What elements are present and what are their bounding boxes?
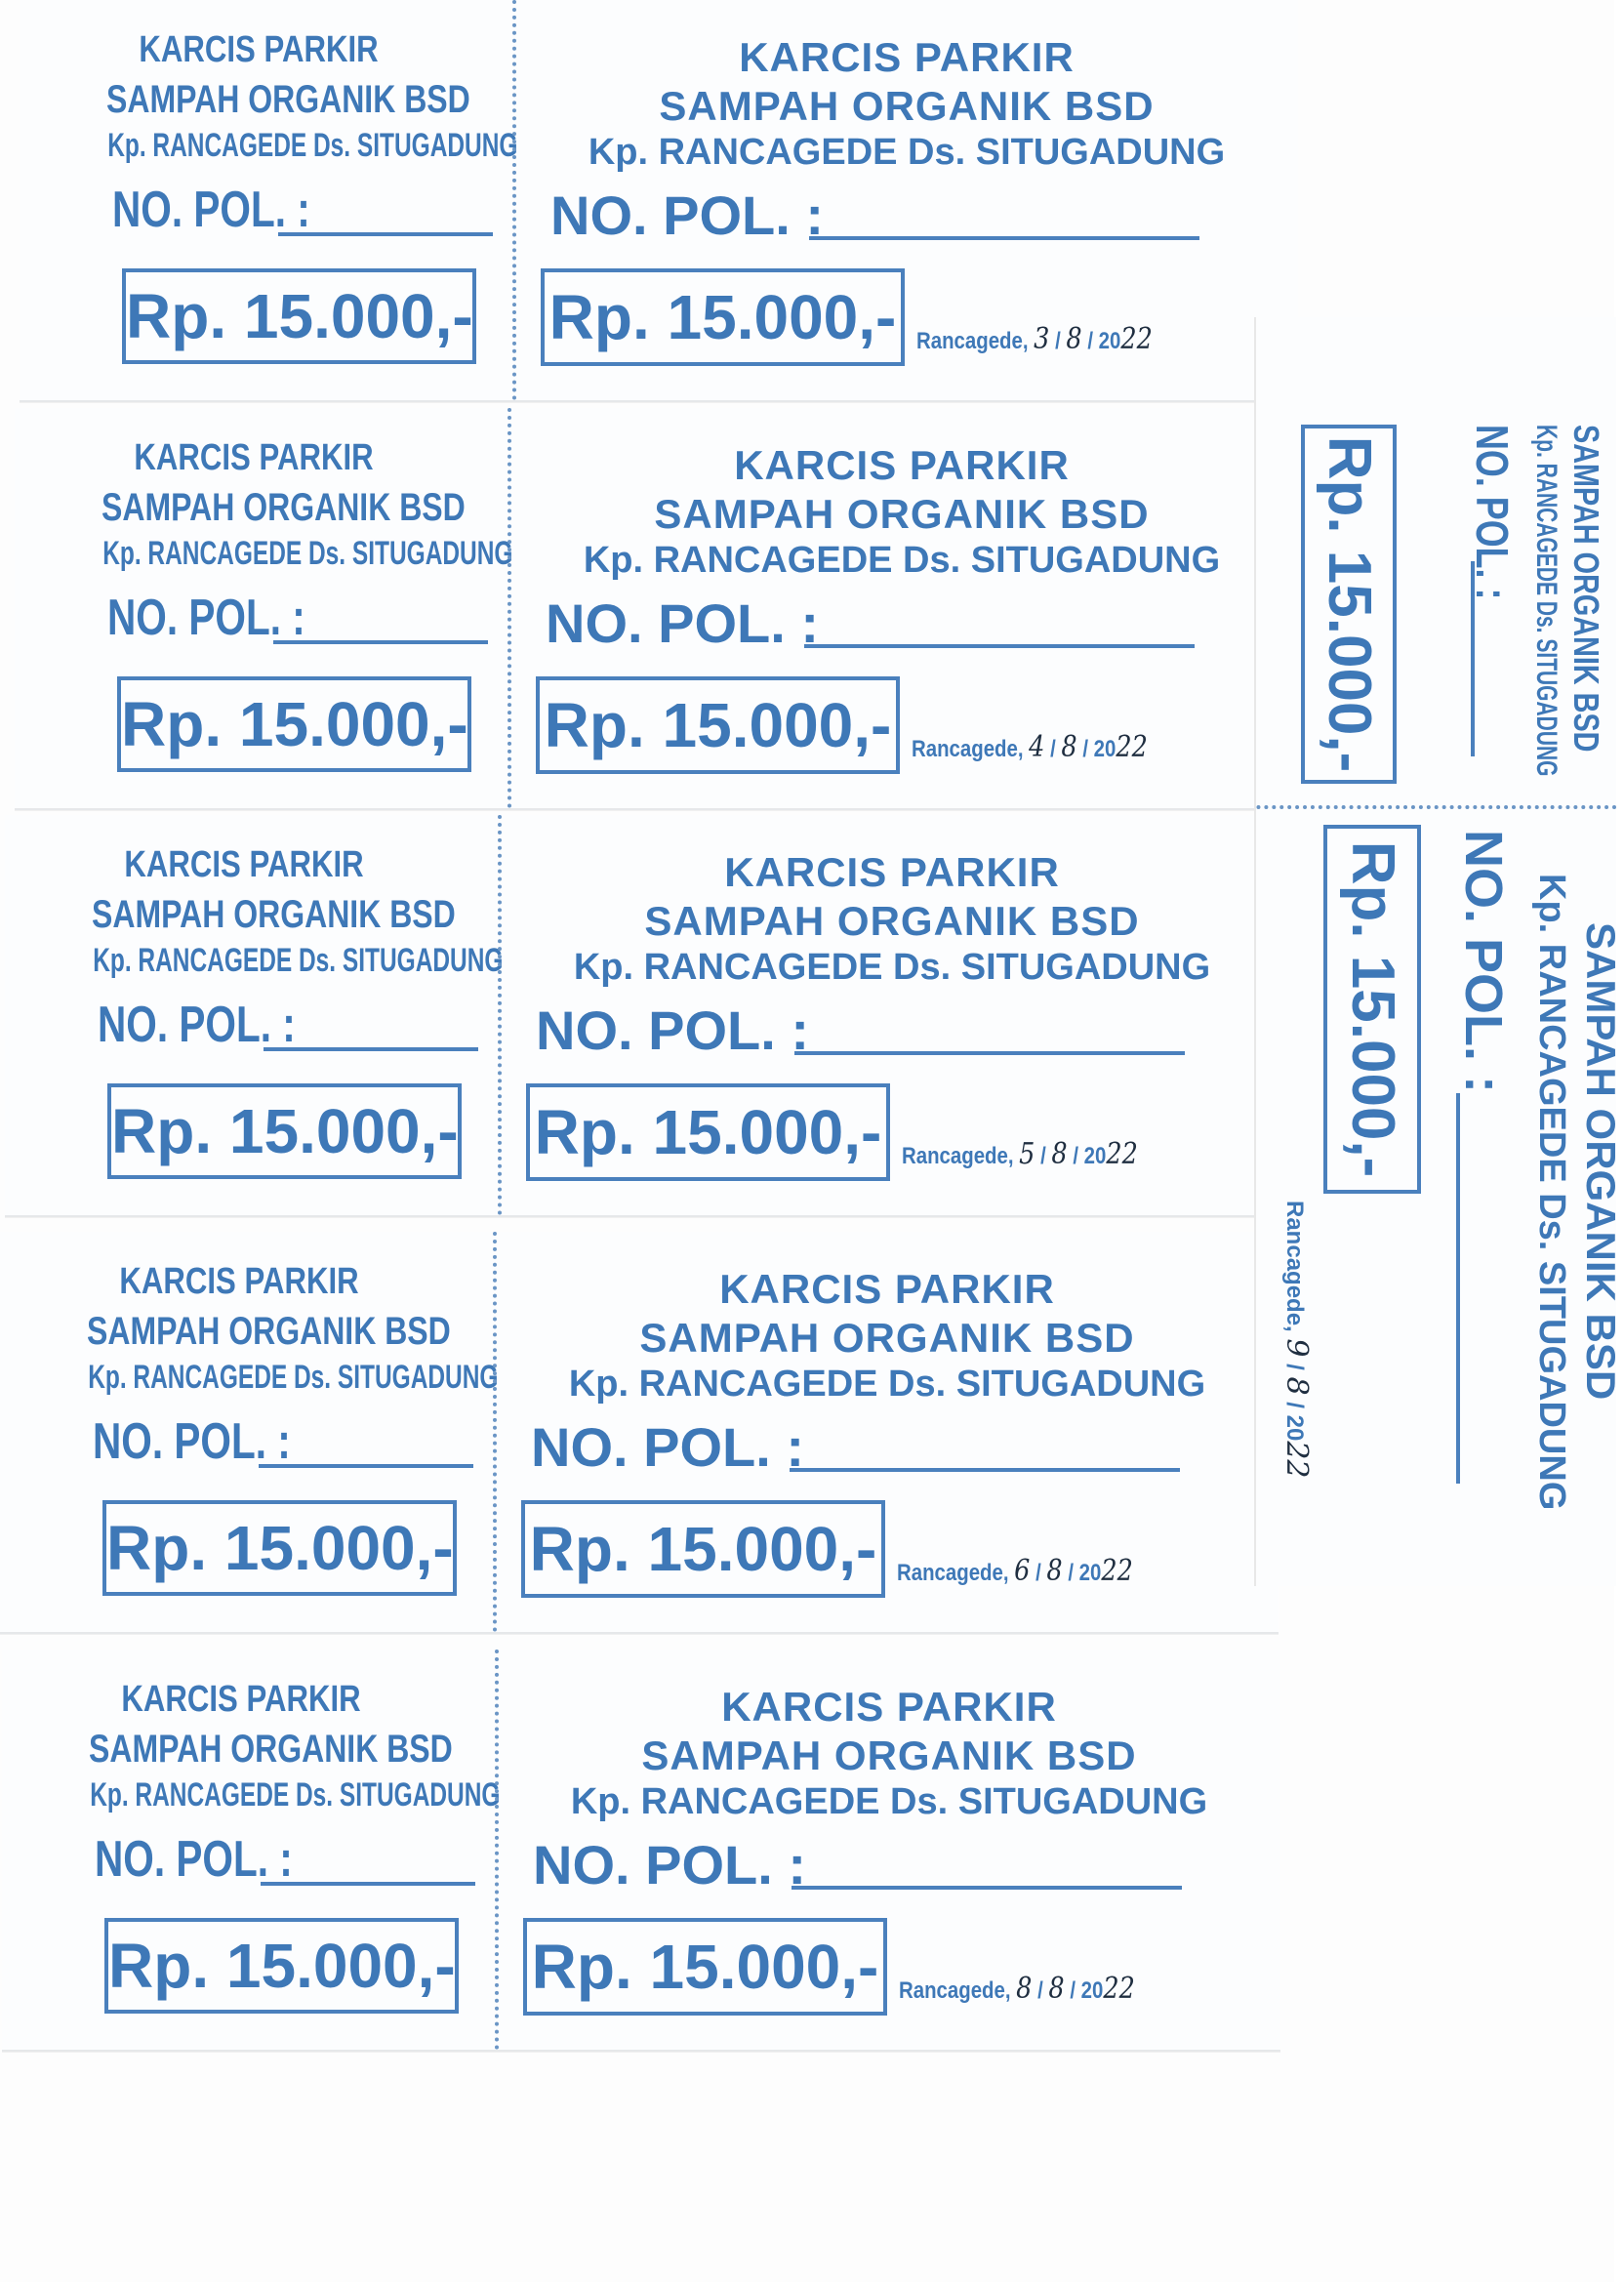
stub-org: SAMPAH ORGANIK BSD: [102, 486, 466, 529]
stub-price: Rp. 15.000,-: [117, 676, 471, 772]
handwritten-year: 22: [1101, 1554, 1133, 1588]
stub-address: Kp. RANCAGEDE Ds. SITUGADUNG: [102, 535, 513, 572]
stub-pol-blank: [273, 640, 488, 644]
ticket-date: Rancagede, 8 / 8 / 2022: [899, 1972, 1135, 2006]
ticket-date: Rancagede, 3 / 8 / 2022: [916, 322, 1153, 356]
ticket-main: [512, 0, 1302, 400]
rot-stub-price: Rp. 15.000,-: [1301, 425, 1397, 784]
ticket-main: [495, 1650, 1284, 2050]
handwritten-day: 4: [1029, 730, 1045, 764]
parking-ticket: [5, 815, 1283, 1217]
stub-address: Kp. RANCAGEDE Ds. SITUGADUNG: [93, 942, 504, 979]
stub-price: Rp. 15.000,-: [104, 1918, 459, 2014]
rot-main-org: SAMPAH ORGANIK BSD: [1578, 922, 1624, 1401]
main-price: Rp. 15.000,-: [521, 1500, 885, 1598]
stub-pol-label: NO. POL. :: [98, 997, 296, 1053]
handwritten-month: 8: [1046, 1554, 1063, 1588]
stub-org: SAMPAH ORGANIK BSD: [87, 1310, 451, 1353]
parking-ticket: [20, 0, 1298, 402]
main-pol-blank: [790, 1468, 1180, 1472]
handwritten-day: 3: [1034, 322, 1050, 356]
main-pol-blank: [804, 644, 1195, 648]
main-pol-label: NO. POL. :: [531, 1416, 804, 1478]
handwritten-year: 22: [1103, 1972, 1135, 2006]
rot-main-pol-label: NO. POL. :: [1454, 830, 1513, 1093]
stub-pol-blank: [259, 1464, 473, 1468]
handwritten-month: 8: [1279, 1376, 1314, 1396]
stub-address: Kp. RANCAGEDE Ds. SITUGADUNG: [107, 127, 518, 164]
ticket-stub: [20, 0, 518, 400]
handwritten-year: 22: [1106, 1137, 1138, 1171]
rotated-ticket-content: [1256, 317, 1624, 1537]
stub-address: Kp. RANCAGEDE Ds. SITUGADUNG: [90, 1776, 501, 1813]
main-price: Rp. 15.000,-: [536, 676, 900, 774]
rot-stub-address: Kp. RANCAGEDE Ds. SITUGADUNG: [1530, 425, 1563, 777]
main-pol-label: NO. POL. :: [546, 592, 819, 654]
rot-ticket-date: Rancagede, 9 / 8 / 2022: [1279, 1201, 1314, 1479]
main-org: SAMPAH ORGANIK BSD: [659, 83, 1155, 129]
handwritten-month: 8: [1061, 730, 1077, 764]
stub-pol-label: NO. POL. :: [107, 590, 305, 646]
ticket-stub: [15, 408, 513, 808]
stub-pol-label: NO. POL. :: [93, 1413, 291, 1470]
stub-pol-blank: [264, 1047, 478, 1051]
ticket-date: Rancagede, 5 / 8 / 2022: [902, 1137, 1138, 1171]
stub-pol-blank: [278, 232, 493, 236]
stub-title: KARCIS PARKIR: [134, 437, 374, 478]
ticket-stub: [0, 1232, 499, 1632]
stub-org: SAMPAH ORGANIK BSD: [89, 1728, 453, 1771]
parking-ticket: [2, 1650, 1280, 2052]
handwritten-month: 8: [1066, 322, 1082, 356]
main-title: KARCIS PARKIR: [719, 1266, 1055, 1312]
ticket-stub: [5, 815, 504, 1215]
stub-pol-label: NO. POL. :: [112, 182, 310, 238]
main-address: Kp. RANCAGEDE Ds. SITUGADUNG: [573, 947, 1211, 988]
main-pol-label: NO. POL. :: [536, 999, 809, 1061]
stub-price: Rp. 15.000,-: [122, 268, 476, 364]
main-address: Kp. RANCAGEDE Ds. SITUGADUNG: [570, 1781, 1208, 1822]
main-price: Rp. 15.000,-: [541, 268, 905, 366]
rot-stub-org: SAMPAH ORGANIK BSD: [1566, 425, 1606, 753]
stub-price: Rp. 15.000,-: [102, 1500, 457, 1596]
main-pol-label: NO. POL. :: [533, 1834, 806, 1895]
rot-main-address: Kp. RANCAGEDE Ds. SITUGADUNG: [1531, 874, 1572, 1511]
rotated-ticket: [1254, 317, 1624, 1586]
main-address: Kp. RANCAGEDE Ds. SITUGADUNG: [588, 132, 1226, 173]
handwritten-year: 22: [1120, 322, 1153, 356]
rot-stub-pol-label: NO. POL. :: [1467, 425, 1518, 600]
main-price: Rp. 15.000,-: [526, 1083, 890, 1181]
main-org: SAMPAH ORGANIK BSD: [654, 491, 1150, 537]
stub-pol-label: NO. POL. :: [95, 1831, 293, 1888]
stub-title: KARCIS PARKIR: [124, 844, 364, 885]
handwritten-year: 22: [1279, 1441, 1314, 1479]
ticket-date: Rancagede, 4 / 8 / 2022: [912, 730, 1148, 764]
stub-org: SAMPAH ORGANIK BSD: [92, 893, 456, 936]
stub-title: KARCIS PARKIR: [121, 1679, 361, 1720]
main-pol-label: NO. POL. :: [550, 184, 824, 246]
rot-stub-pol-blank: [1471, 561, 1475, 756]
handwritten-day: 5: [1019, 1137, 1035, 1171]
handwritten-month: 8: [1048, 1972, 1065, 2006]
main-org: SAMPAH ORGANIK BSD: [641, 1732, 1137, 1778]
parking-ticket: [0, 1232, 1279, 1634]
main-org: SAMPAH ORGANIK BSD: [639, 1315, 1135, 1361]
main-pol-blank: [809, 236, 1199, 240]
main-address: Kp. RANCAGEDE Ds. SITUGADUNG: [583, 540, 1221, 581]
parking-ticket: [15, 408, 1293, 810]
stub-title: KARCIS PARKIR: [119, 1261, 359, 1302]
main-pol-blank: [792, 1886, 1182, 1890]
ticket-main: [498, 815, 1287, 1215]
main-price: Rp. 15.000,-: [523, 1918, 887, 2016]
main-address: Kp. RANCAGEDE Ds. SITUGADUNG: [568, 1364, 1206, 1405]
handwritten-day: 9: [1279, 1338, 1314, 1358]
rot-main-pol-blank: [1456, 1093, 1460, 1484]
rot-perforation: [1256, 805, 1616, 809]
stub-title: KARCIS PARKIR: [139, 29, 379, 70]
handwritten-day: 6: [1014, 1554, 1031, 1588]
ticket-main: [493, 1232, 1282, 1632]
stub-pol-blank: [261, 1882, 475, 1886]
handwritten-day: 8: [1016, 1972, 1033, 2006]
handwritten-month: 8: [1051, 1137, 1068, 1171]
main-title: KARCIS PARKIR: [739, 34, 1075, 80]
stub-address: Kp. RANCAGEDE Ds. SITUGADUNG: [88, 1359, 499, 1396]
stub-org: SAMPAH ORGANIK BSD: [106, 78, 470, 121]
ticket-stub: [2, 1650, 501, 2050]
rot-main-price: Rp. 15.000,-: [1323, 825, 1421, 1194]
main-title: KARCIS PARKIR: [721, 1684, 1057, 1730]
main-pol-blank: [794, 1051, 1185, 1055]
main-title: KARCIS PARKIR: [734, 442, 1070, 488]
ticket-date: Rancagede, 6 / 8 / 2022: [897, 1554, 1133, 1588]
stub-price: Rp. 15.000,-: [107, 1083, 462, 1179]
ticket-main: [508, 408, 1297, 808]
handwritten-year: 22: [1116, 730, 1148, 764]
main-title: KARCIS PARKIR: [724, 849, 1060, 895]
main-org: SAMPAH ORGANIK BSD: [644, 898, 1140, 944]
